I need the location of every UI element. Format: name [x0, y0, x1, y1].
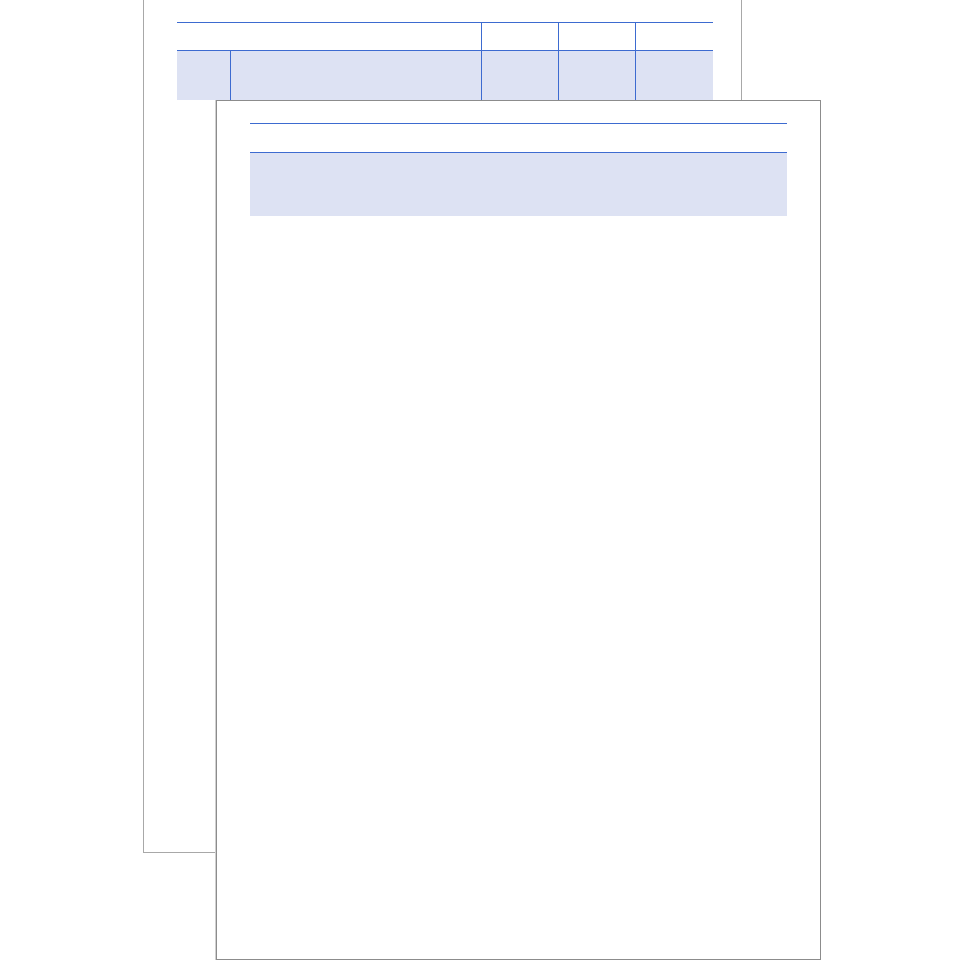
front-top-rule	[250, 123, 787, 124]
front-header-band	[250, 153, 787, 216]
back-header-band	[177, 51, 713, 100]
back-col-divider	[230, 50, 231, 100]
back-col-divider	[635, 22, 636, 100]
expense-breakdown-page	[216, 100, 821, 960]
front-header-rule	[250, 152, 787, 153]
back-col-divider	[558, 22, 559, 100]
back-col-divider	[481, 22, 482, 100]
back-header-rule	[177, 50, 713, 51]
back-top-rule	[177, 22, 713, 23]
